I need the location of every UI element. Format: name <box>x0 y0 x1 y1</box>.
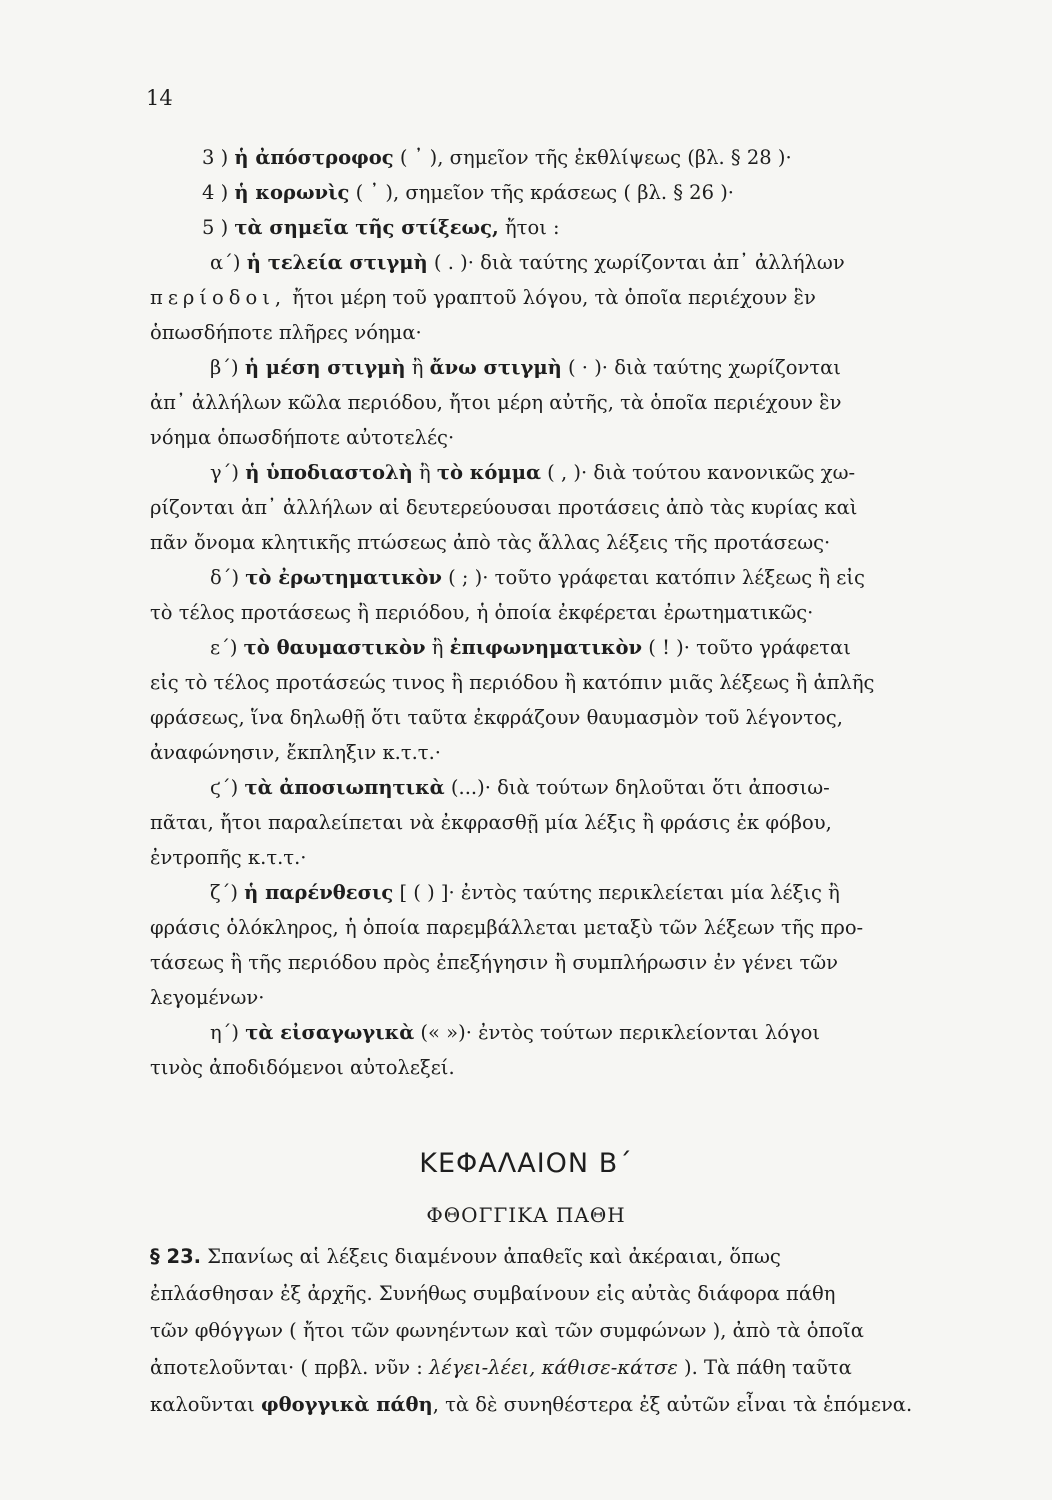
item-text: ( ᾿ ), σημεῖον τῆς κράσεως ( βλ. § 26 )· <box>349 181 735 204</box>
subitem-text: ( · )· διὰ ταύτης χωρίζονται <box>561 356 841 379</box>
subitem-alpha-line3: ὁπωσδήποτε πλῆρες νόημα· <box>150 321 422 344</box>
item-term: ἡ κορωνὶς <box>234 181 350 204</box>
section-text: ). Τὰ πάθη ταῦτα <box>677 1356 852 1379</box>
item-text: ( ᾿ ), σημεῖον τῆς ἐκθλίψεως (βλ. § 28 )· <box>393 146 792 169</box>
subitem-text: (« »)· ἐντὸς τούτων περικλείονται λόγοι <box>414 1021 821 1044</box>
subitem-beta-line2: ἀπ᾿ ἀλλήλων κῶλα περιόδου, ἤτοι μέρη αὐτῆς, τὰ ὁποῖα περιέχουν ἓν <box>150 391 842 414</box>
section-line1 <box>150 1238 1018 1275</box>
subitem-term: ἡ μέση στιγμὴ <box>244 356 406 379</box>
subitem-text: ἢ <box>425 636 450 659</box>
subitem-term: τὸ θαυμαστικὸν <box>243 636 426 659</box>
item-4 <box>150 175 1018 210</box>
subitem-term: τὰ εἰσαγωγικὰ <box>245 1021 415 1044</box>
subitem-prefix: γ΄) <box>210 461 246 484</box>
item-text: ἤτοι : <box>498 216 560 239</box>
subitem-alpha-line2 <box>150 280 1018 315</box>
subitem-prefix: β΄) <box>210 356 245 379</box>
subitem-term: ἡ παρένθεσις <box>244 881 394 904</box>
subitem-epsilon-line4: ἀναφώνησιν, ἔκπληξιν κ.τ.τ.· <box>150 741 441 764</box>
subitem-text: ἢ <box>412 461 437 484</box>
subitem-beta-line1 <box>150 350 1018 385</box>
item-5 <box>150 210 1018 245</box>
subitem-text: ( ! )· τοῦτο γράφεται <box>642 636 851 659</box>
section-text: , τὰ δὲ συνηθέστερα ἐξ αὐτῶν εἶναι τὰ ἑπόμενα. <box>432 1393 913 1416</box>
chapter-subtitle: ΦΘΟΓΓΙΚΑ ΠΑΘΗ <box>426 1203 626 1227</box>
subitem-zeta-line1 <box>150 875 1018 910</box>
chapter-title: ΚΕΦΑΛΑΙΟΝ Β΄ <box>419 1148 633 1179</box>
item-prefix: 3 ) <box>202 146 235 169</box>
section-term: φθογγικὰ πάθη <box>260 1393 433 1416</box>
subitem-text: [ ( ) ]· ἐντὸς ταύτης περικλείεται μία λέξις ἢ <box>393 881 840 904</box>
subitem-prefix: δ΄) <box>210 566 246 589</box>
subitem-text: ( . )· διὰ ταύτης χωρίζονται ἀπ᾿ ἀλλήλων <box>427 251 845 274</box>
subitem-text: ( , )· διὰ τούτου κανονικῶς χω- <box>540 461 856 484</box>
subitem-gamma-line1 <box>150 455 1018 490</box>
punctuation-list <box>150 140 1018 1085</box>
section-line4 <box>150 1349 1018 1386</box>
subitem-epsilon-line1 <box>150 630 1018 665</box>
section-text: ἀποτελοῦνται· ( πρβλ. νῦν : <box>150 1356 430 1379</box>
subitem-epsilon-line3: φράσεως, ἵνα δηλωθῇ ὅτι ταῦτα ἐκφράζουν θαυμασμὸν τοῦ λέγοντος, <box>150 706 843 729</box>
section-line2: ἐπλάσθησαν ἐξ ἀρχῆς. Συνήθως συμβαίνουν εἰς αὐτὰς διάφορα πάθη <box>150 1282 836 1305</box>
subitem-text: ἢ <box>405 356 430 379</box>
subitem-term: ἐπιφωνηματικὸν <box>449 636 643 659</box>
subitem-gamma-line3: πᾶν ὄνομα κλητικῆς πτώσεως ἀπὸ τὰς ἄλλας λέξεις τῆς προτάσεως· <box>150 531 831 554</box>
subitem-term: τὸ ἐρωτηματικὸν <box>245 566 442 589</box>
subitem-alpha-line1 <box>150 245 1018 280</box>
subitem-term: ἄνω στιγμὴ <box>429 356 562 379</box>
item-term: τὰ σημεῖα τῆς στίξεως, <box>234 216 499 239</box>
example-words: λέγει-λέει, κάθισε-κάτσε <box>429 1356 678 1379</box>
subitem-delta-line1 <box>150 560 1018 595</box>
section-text: Σπανίως αἱ λέξεις διαμένουν ἀπαθεῖς καὶ ἀκέραιαι, ὅπως <box>201 1245 781 1268</box>
subitem-term: τὰ ἀποσιωπητικὰ <box>244 776 445 799</box>
subitem-prefix: ϛ΄) <box>210 776 245 799</box>
subitem-prefix: ζ΄) <box>210 881 245 904</box>
subitem-stigma-line1 <box>150 770 1018 805</box>
subitem-zeta-line3: τάσεως ἢ τῆς περιόδου πρὸς ἐπεξήγησιν ἢ συμπλήρωσιν ἐν γένει τῶν <box>150 951 839 974</box>
subitem-beta-line3: νόημα ὁπωσδήποτε αὐτοτελές· <box>150 426 455 449</box>
subitem-term: τὸ κόμμα <box>436 461 541 484</box>
subitem-eta-line1 <box>150 1015 1018 1050</box>
item-3 <box>150 140 1018 175</box>
item-prefix: 4 ) <box>202 181 235 204</box>
subitem-stigma-line2: πᾶται, ἤτοι παραλείπεται νὰ ἐκφρασθῇ μία λέξις ἢ φράσις ἐκ φόβου, <box>150 811 832 834</box>
item-prefix: 5 ) <box>202 216 235 239</box>
subitem-prefix: α΄) <box>210 251 247 274</box>
section-text: καλοῦνται <box>150 1393 261 1416</box>
subitem-term: ἡ ὑποδιαστολὴ <box>245 461 413 484</box>
item-term: ἡ ἀπόστροφος <box>234 146 394 169</box>
page-number: 14 <box>146 86 173 110</box>
subitem-eta-line2: τινὸς ἀποδιδόμενοι αὐτολεξεί. <box>150 1056 455 1079</box>
subitem-prefix: η΄) <box>210 1021 246 1044</box>
section-number: § 23. <box>150 1245 202 1268</box>
section-line5 <box>150 1386 1018 1423</box>
section-line3: τῶν φθόγγων ( ἤτοι τῶν φωνηέντων καὶ τῶν συμφώνων ), ἀπὸ τὰ ὁποῖα <box>150 1319 864 1342</box>
subitem-term: ἡ τελεία στιγμὴ <box>246 251 428 274</box>
subitem-zeta-line4: λεγομένων· <box>150 986 265 1009</box>
subitem-text: ( ; )· τοῦτο γράφεται κατόπιν λέξεως ἢ εἰς <box>441 566 865 589</box>
subitem-stigma-line3: ἐντροπῆς κ.τ.τ.· <box>150 846 307 869</box>
subitem-epsilon-line2: εἰς τὸ τέλος προτάσεώς τινος ἢ περιόδου ἢ κατόπιν μιᾶς λέξεως ἢ ἁπλῆς <box>150 671 875 694</box>
subitem-delta-line2: τὸ τέλος προτάσεως ἢ περιόδου, ἡ ὁποία ἐκφέρεται ἐρωτηματικῶς· <box>150 601 814 624</box>
subitem-text: ἤτοι μέρη τοῦ γραπτοῦ λόγου, τὰ ὁποῖα περιέχουν ἓν <box>286 286 816 309</box>
subitem-zeta-line2: φράσις ὁλόκληρος, ἡ ὁποία παρεμβάλλεται μεταξὺ τῶν λέξεων τῆς προ- <box>150 916 864 939</box>
subitem-prefix: ε΄) <box>210 636 244 659</box>
section-23 <box>150 1238 1018 1423</box>
subitem-gamma-line2: ρίζονται ἀπ᾿ ἀλλήλων αἱ δευτερεύουσαι προτάσεις ἀπὸ τὰς κυρίας καὶ <box>150 496 858 519</box>
subitem-text: (...)· διὰ τούτων δηλοῦται ὅτι ἀποσιω- <box>444 776 830 799</box>
spaced-word: περίοδοι, <box>150 286 287 309</box>
